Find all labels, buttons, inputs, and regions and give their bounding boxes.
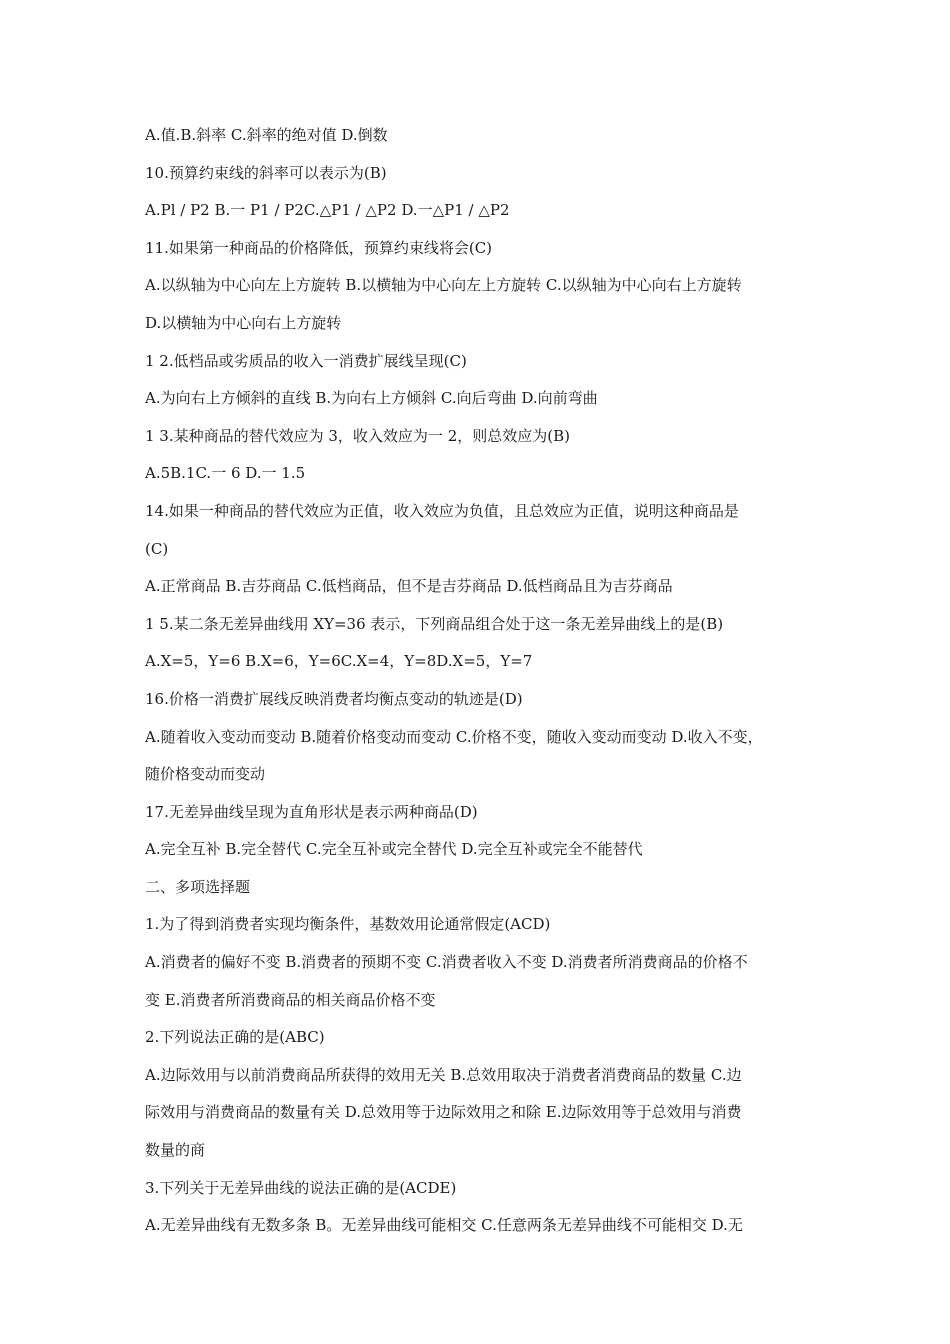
question-13: 1 3.某种商品的替代效应为 3，收入效应为一 2，则总效应为(B) bbox=[145, 426, 570, 445]
question-16: 16.价格一消费扩展线反映消费者均衡点变动的轨迹是(D) bbox=[145, 689, 523, 708]
question-11-options-cont: D.以横轴为中心向右上方旋转 bbox=[145, 313, 342, 332]
mc-question-2-options: A.边际效用与以前消费商品所获得的效用无关 B.总效用取决于消费者消费商品的数量 C.边 bbox=[145, 1065, 742, 1084]
question-17: 17.无差异曲线呈现为直角形状是表示两种商品(D) bbox=[145, 802, 478, 821]
mc-question-3-options: A.无差异曲线有无数多条 B。无差异曲线可能相交 C.任意两条无差异曲线不可能相交 D.无 bbox=[145, 1216, 743, 1235]
question-10: 10.预算约束线的斜率可以表示为(B) bbox=[145, 163, 387, 182]
mc-question-2-options-cont: 际效用与消费商品的数量有关 D.总效用等于边际效用之和除 E.边际效用等于总效用与消费 bbox=[145, 1103, 742, 1122]
question-14-options: A.正常商品 B.吉芬商品 C.低档商品，但不是吉芬商品 D.低档商品且为吉芬商品 bbox=[145, 577, 673, 596]
question-16-options: A.随着收入变动而变动 B.随着价格变动而变动 C.价格不变，随收入变动而变动 D.收入不变， bbox=[145, 727, 763, 746]
question-15-options: A.X=5，Y=6 B.X=6，Y=6C.X=4，Y=8D.X=5，Y=7 bbox=[145, 652, 533, 671]
question-16-options-cont: 随价格变动而变动 bbox=[145, 765, 266, 784]
mc-question-2: 2.下列说法正确的是(ABC) bbox=[145, 1028, 325, 1047]
document-body bbox=[145, 117, 810, 1245]
question-14: 14.如果一种商品的替代效应为正值，收入效应为负值，且总效应为正值，说明这种商品是 bbox=[145, 501, 739, 520]
mc-question-3: 3.下列关于无差异曲线的说法正确的是(ACDE) bbox=[145, 1178, 457, 1197]
question-12: 1 2.低档品或劣质品的收入一消费扩展线呈现(C) bbox=[145, 351, 467, 370]
question-10-options: A.Pl / P2 B.一 P1 / P2C.△P1 / △P2 D.一△P1 / △P2 bbox=[145, 201, 510, 220]
section-heading: 二、多项选择题 bbox=[145, 877, 251, 896]
question-11: 11.如果第一种商品的价格降低，预算约束线将会(C) bbox=[145, 238, 493, 257]
question-11-options: A.以纵轴为中心向左上方旋转 B.以横轴为中心向左上方旋转 C.以纵轴为中心向右上方旋转 bbox=[145, 276, 742, 295]
mc-question-1-options-cont: 变 E.消费者所消费商品的相关商品价格不变 bbox=[145, 990, 436, 1009]
question-15: 1 5.某二条无差异曲线用 XY=36 表示，下列商品组合处于这一条无差异曲线上的是(B) bbox=[145, 614, 724, 633]
mc-question-1: 1.为了得到消费者实现均衡条件，基数效用论通常假定(ACD) bbox=[145, 915, 551, 934]
question-13-options: A.5B.1C.一 6 D.一 1.5 bbox=[145, 464, 306, 483]
question-14-answer: (C) bbox=[145, 539, 169, 558]
mc-question-2-options-end: 数量的商 bbox=[145, 1141, 206, 1160]
mc-question-1-options: A.消费者的偏好不变 B.消费者的预期不变 C.消费者收入不变 D.消费者所消费商品的价格不 bbox=[145, 953, 748, 972]
question-12-options: A.为向右上方倾斜的直线 B.为向右上方倾斜 C.向后弯曲 D.向前弯曲 bbox=[145, 389, 598, 408]
text-line: A.值.B.斜率 C.斜率的绝对值 D.倒数 bbox=[145, 126, 388, 144]
question-17-options: A.完全互补 B.完全替代 C.完全互补或完全替代 D.完全互补或完全不能替代 bbox=[145, 840, 643, 859]
